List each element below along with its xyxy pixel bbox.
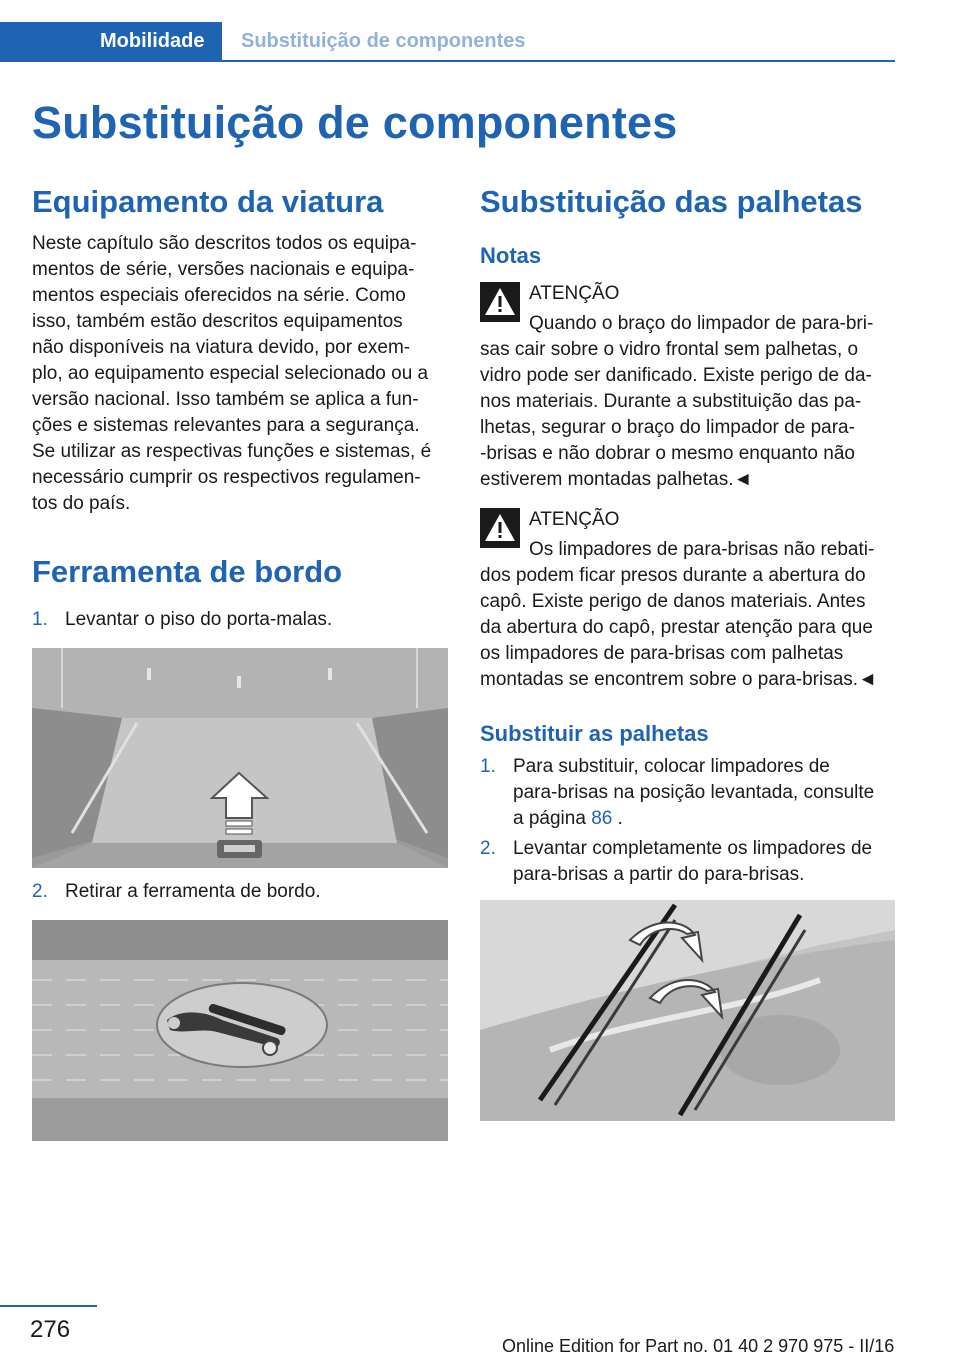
text-line: da abertura do capô, prestar atenção para que bbox=[480, 617, 873, 638]
wiper-illustration bbox=[480, 900, 895, 1121]
step-number: 2. bbox=[32, 881, 48, 902]
warning-text-first-line: Quando o braço do limpador de para-bri‐ bbox=[529, 313, 874, 334]
tools-heading: Ferramenta de bordo bbox=[32, 554, 343, 589]
text-line: vidro pode ser danificado. Existe perigo de da‐ bbox=[480, 365, 872, 386]
list-item bbox=[32, 879, 452, 905]
page-title: Substituição de componentes bbox=[32, 97, 678, 148]
footer-rule bbox=[0, 1305, 97, 1307]
warning-text bbox=[480, 563, 877, 693]
text-line: lhetas, segurar o braço do limpador de para- bbox=[480, 417, 855, 438]
warning-title: ATENÇÃO bbox=[529, 509, 620, 530]
notes-heading: Notas bbox=[480, 243, 542, 268]
step-line: para-brisas na posição levantada, consulte bbox=[513, 782, 875, 803]
warning-title: ATENÇÃO bbox=[529, 283, 620, 304]
text-line: mentos especiais oferecidos na série. Como bbox=[32, 285, 406, 306]
onboard-tools-illustration bbox=[32, 920, 448, 1141]
text-line: versão nacional. Isso também se aplica a fun‐ bbox=[32, 389, 419, 410]
text-line: sas cair sobre o vidro frontal sem palhetas, o bbox=[480, 339, 859, 360]
step-line-text: a página bbox=[513, 808, 592, 829]
edition-note: Online Edition for Part no. 01 40 2 970 975 - II/16 bbox=[502, 1336, 895, 1356]
warning-text bbox=[480, 337, 872, 493]
warning-text-first-line: Os limpadores de para-brisas não rebati‐ bbox=[529, 539, 875, 560]
replace-heading: Substituir as palhetas bbox=[480, 721, 709, 746]
step-number: 2. bbox=[480, 838, 496, 859]
equipment-paragraph bbox=[32, 231, 431, 517]
text-line: não disponíveis na viatura devido, por exem‐ bbox=[32, 337, 411, 358]
text-line: Neste capítulo são descritos todos os equipa‐ bbox=[32, 233, 417, 254]
step-number: 1. bbox=[480, 756, 496, 777]
step-line-text: . bbox=[612, 808, 623, 829]
text-line: os limpadores de para-brisas com palhetas bbox=[480, 643, 844, 664]
text-line: estiverem montadas palhetas.◄ bbox=[480, 469, 753, 490]
wiper-heading: Substituição das palhetas bbox=[480, 184, 863, 219]
step-text: Levantar o piso do porta-malas. bbox=[65, 609, 333, 630]
warning-icon bbox=[480, 508, 520, 548]
text-line: plo, ao equipamento especial selecionado ou a bbox=[32, 363, 429, 384]
tab-substituicao-de-componentes[interactable]: Substituição de componentes bbox=[241, 30, 526, 52]
warning-icon bbox=[480, 282, 520, 322]
page-number: 276 bbox=[30, 1316, 71, 1343]
text-line: capô. Existe perigo de danos materiais. Antes bbox=[480, 591, 866, 612]
step-text: Retirar a ferramenta de bordo. bbox=[65, 881, 321, 902]
step-line bbox=[513, 806, 874, 832]
step-line: Para substituir, colocar limpadores de bbox=[513, 756, 830, 777]
list-item bbox=[480, 754, 900, 832]
step-text bbox=[513, 754, 874, 832]
text-line: nos materiais. Durante a substituição das pa‐ bbox=[480, 391, 862, 412]
page-link[interactable]: 86 bbox=[591, 808, 613, 829]
equipment-heading: Equipamento da viatura bbox=[32, 184, 384, 219]
text-line: montadas se encontrem sobre o para-brisas.◄ bbox=[480, 669, 877, 690]
text-line: mentos de série, versões nacionais e equipa‐ bbox=[32, 259, 415, 280]
text-line: dos podem ficar presos durante a abertura do bbox=[480, 565, 866, 586]
list-item bbox=[32, 607, 452, 633]
wiper-figure bbox=[480, 900, 895, 1121]
step-text bbox=[513, 836, 872, 888]
step-line: para-brisas a partir do para-brisas. bbox=[513, 864, 805, 885]
text-line: necessário cumprir os respectivos regulamen‐ bbox=[32, 467, 421, 488]
text-line: tos do país. bbox=[32, 493, 131, 514]
step-line: Levantar completamente os limpadores de bbox=[513, 838, 873, 859]
text-line: isso, também estão descritos equipamentos bbox=[32, 311, 403, 332]
text-line: Se utilizar as respectivas funções e sistemas, é bbox=[32, 441, 432, 462]
step-number: 1. bbox=[32, 609, 48, 630]
tab-mobilidade[interactable]: Mobilidade bbox=[100, 30, 205, 52]
header-rule bbox=[222, 60, 895, 62]
text-line: ções e sistemas relevantes para a segurança. bbox=[32, 415, 420, 436]
onboard-tools-figure bbox=[32, 920, 448, 1141]
list-item bbox=[480, 836, 900, 888]
trunk-floor-figure bbox=[32, 648, 448, 868]
trunk-floor-illustration bbox=[32, 648, 448, 868]
text-line: -brisas e não dobrar o mesmo enquanto não bbox=[480, 443, 855, 464]
